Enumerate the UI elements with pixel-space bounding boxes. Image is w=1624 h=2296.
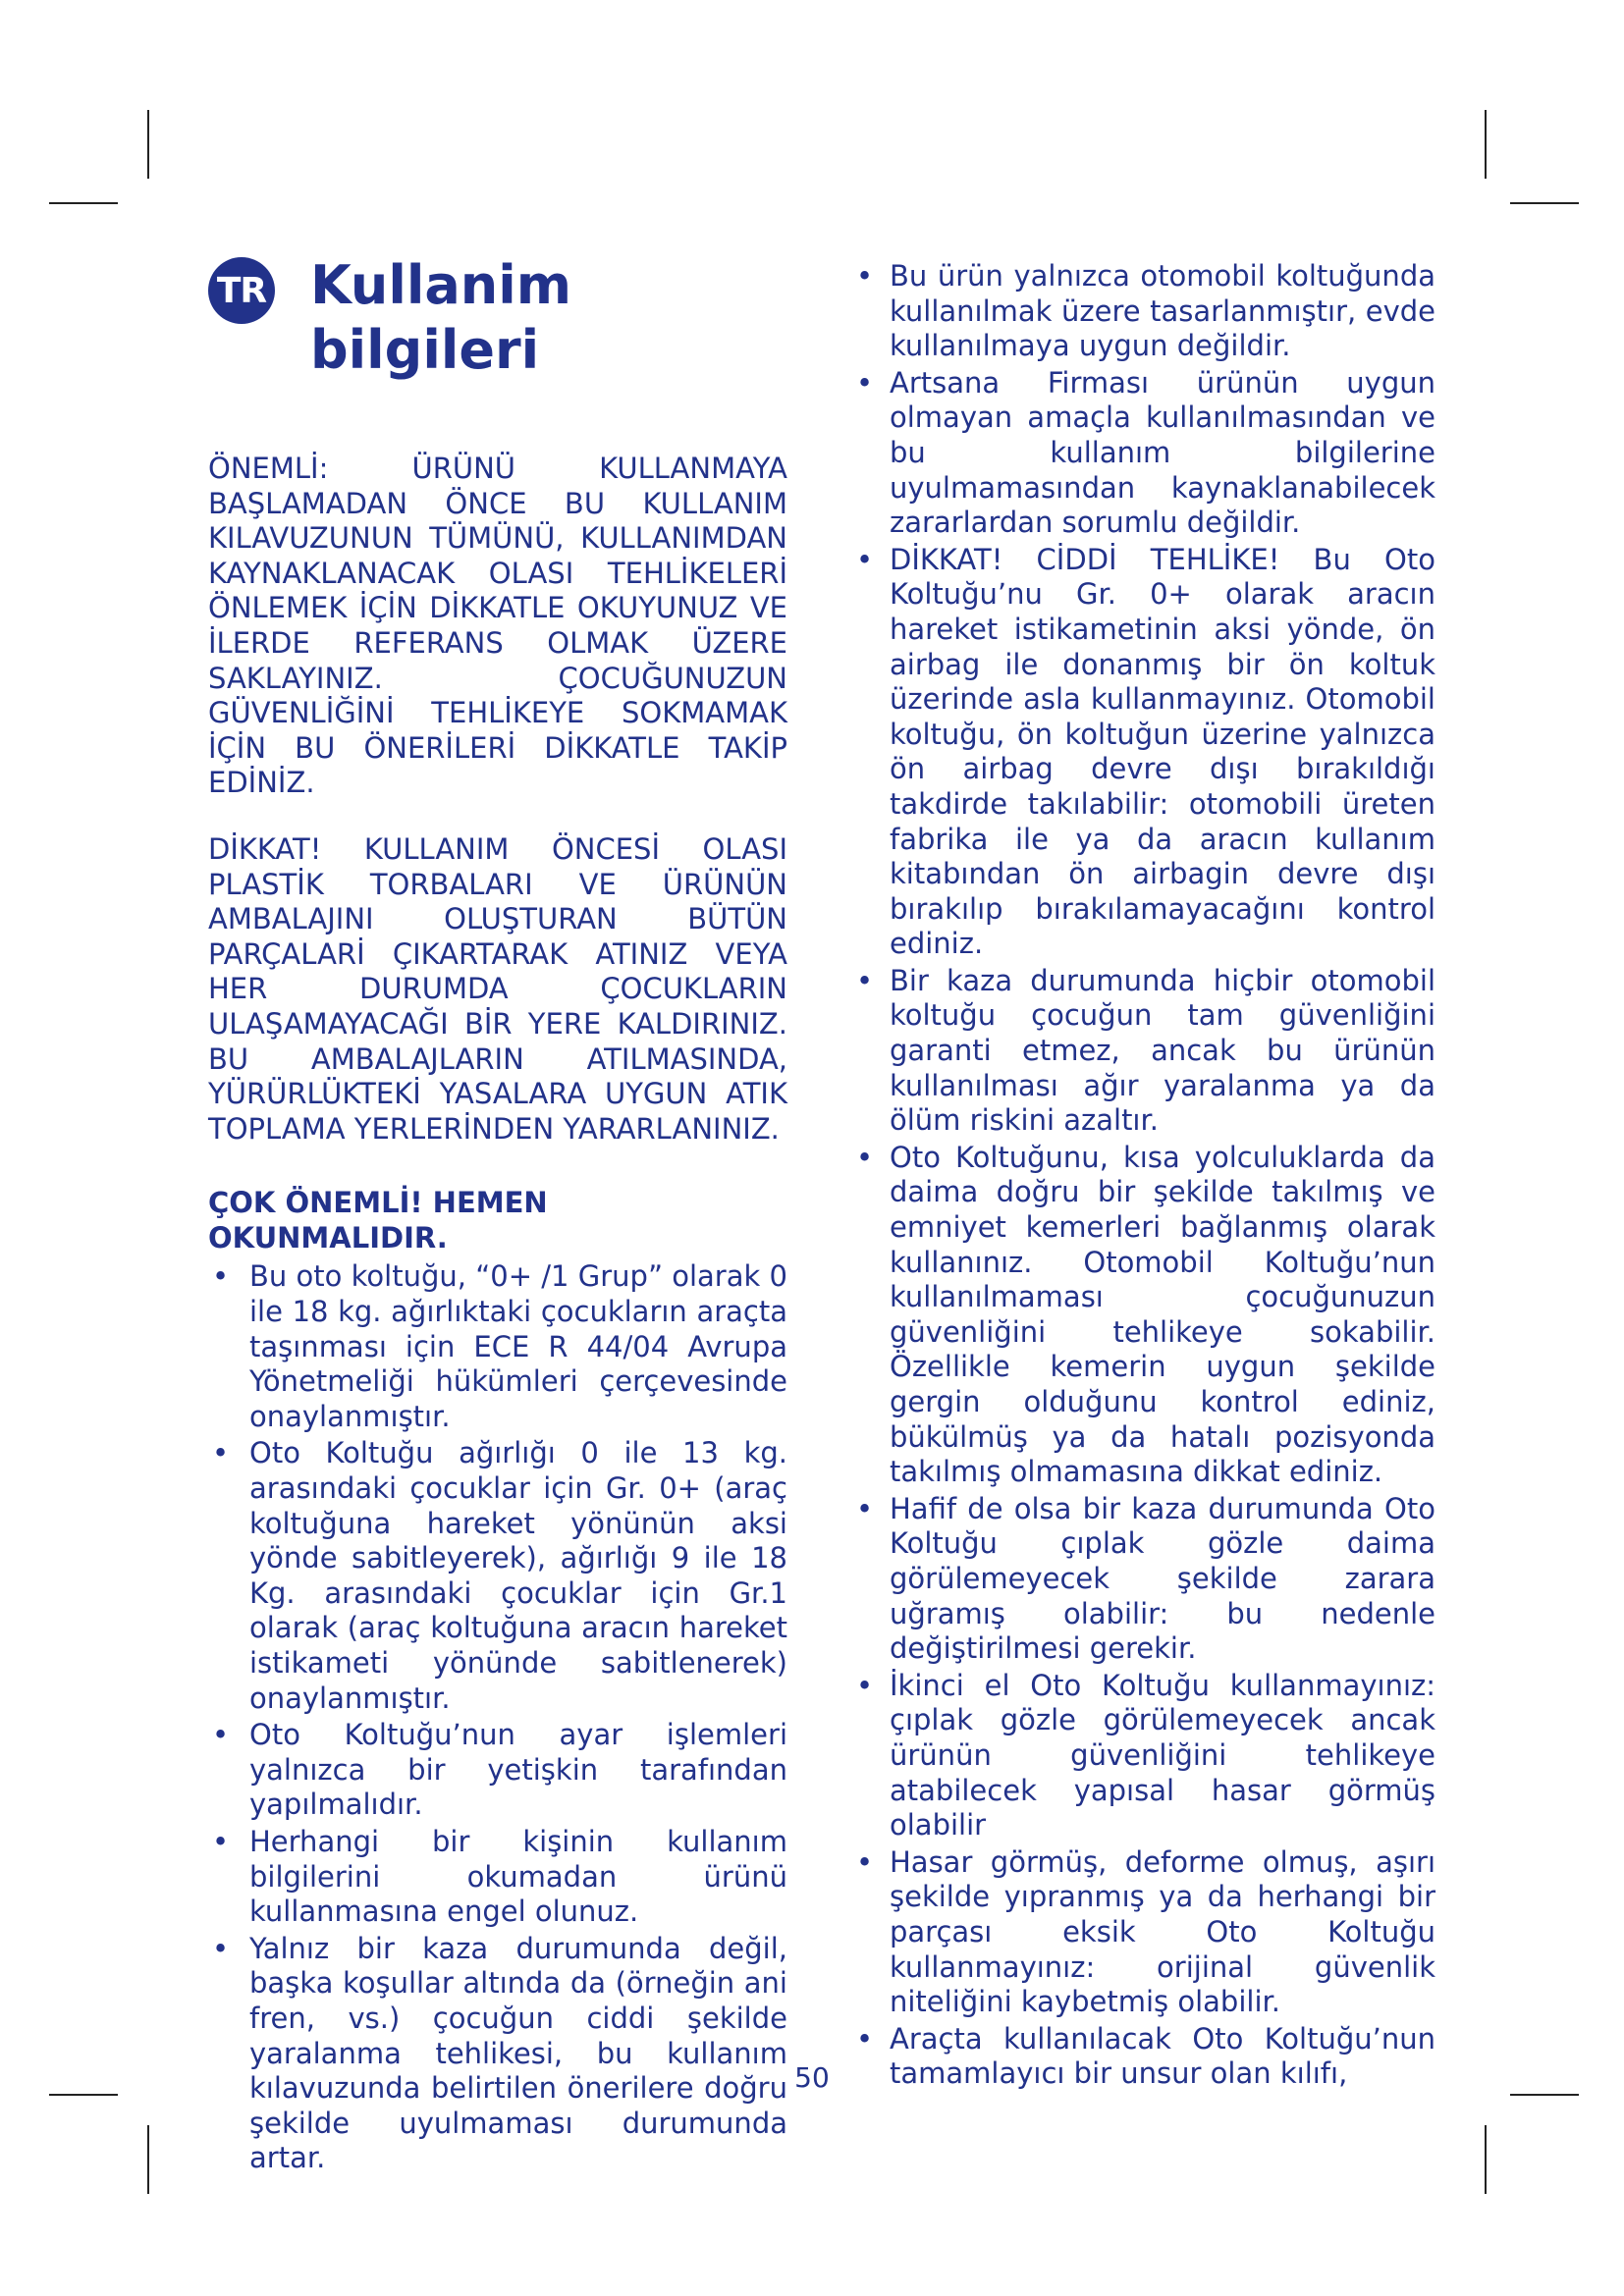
crop-mark (147, 2125, 149, 2194)
page-number: 50 (794, 2061, 830, 2094)
page-title-line: bilgileri (310, 319, 540, 381)
crop-mark (1485, 2125, 1487, 2194)
crop-mark (147, 110, 149, 179)
left-column (208, 452, 787, 2178)
right-list (846, 259, 1435, 2092)
list-item-text: Hafif de olsa bir kaza durumunda Oto Koltuğu çıplak gözle daima görülemeyecek şekilde zarara uğramış olabilir: bu nedenle değiştirilmesi gerekir. (890, 1491, 1435, 1666)
list-item (208, 1825, 787, 1930)
bullet-icon: • (856, 963, 874, 997)
list-item-text: Oto Koltuğu ağırlığı 0 ile 13 kg. arasındaki çocuklar için Gr. 0+ (araç koltuğuna hareket yönünün aksi yönde sabitleyerek), ağırlığı 9 ile 18 Kg. arasındaki çocuklar için Gr.1 olarak (araç koltuğuna aracın hareket istikameti yönünde sabitlenerek) onaylanmıştır. (249, 1436, 787, 1715)
list-item (208, 1259, 787, 1434)
list-item-text: Bir kaza durumunda hiçbir otomobil koltuğu çocuğun tam güvenliğini garanti etmez, ancak bu ürünün kullanılması ağır yaralanma ya da ölüm riskini azaltır. (890, 963, 1435, 1138)
bullet-icon: • (212, 1436, 230, 1470)
right-column (846, 259, 1435, 2094)
list-item (208, 1718, 787, 1823)
crop-mark (1485, 110, 1487, 179)
bullet-icon: • (856, 1491, 874, 1525)
list-item (846, 259, 1435, 364)
list-item (846, 1669, 1435, 1843)
bullet-icon: • (856, 365, 874, 400)
list-item (846, 964, 1435, 1139)
bullet-icon: • (856, 1668, 874, 1702)
bullet-icon: • (856, 1140, 874, 1174)
left-list (208, 1259, 787, 2175)
list-item-text: Oto Koltuğunu, kısa yolculuklarda da daima doğru bir şekilde takılmış ve emniyet kemerleri bağlanmış olarak kullanınız. Otomobil Koltuğu’nun kullanılmaması çocuğunuzun güvenliğini tehlikeye sokabilir. Özellikle kemerin uygun şekilde gergin olduğunu kontrol ediniz, bükülmüş ya da hatalı pozisyonda takılmış olmamasına dikkat ediniz. (890, 1140, 1435, 1489)
list-item (846, 543, 1435, 962)
list-item (846, 366, 1435, 541)
crop-mark (49, 202, 118, 204)
list-item-text: DİKKAT! CİDDİ TEHLİKE! Bu Oto Koltuğu’nu Gr. 0+ olarak aracın hareket istikametinin aksi yönde, ön airbag ile donanmış bir ön koltuk üzerinde asla kullanmayınız. Otomobil koltuğu, ön koltuğun üzerine yalnızca ön airbag devre dışı bırakıldığı takdirde takılabilir: otomobili üreten fabrika ile ya da aracın kullanım kitabından ön airbagin devre dışı bırakılıp bırakılamayacağını kontrol ediniz. (890, 542, 1435, 961)
list-item-text: Oto Koltuğu’nun ayar işlemleri yalnızca bir yetişkin tarafından yapılmalıdır. (249, 1718, 787, 1822)
bullet-icon: • (856, 542, 874, 576)
list-item-text: Araçta kullanılacak Oto Koltuğu’nun tamamlayıcı bir unsur olan kılıfı, (890, 2021, 1435, 2091)
page-title-line: Kullanim (310, 254, 572, 316)
bullet-icon: • (212, 1259, 230, 1294)
language-badge: TR (208, 257, 275, 324)
list-item (208, 1436, 787, 1716)
bullet-icon: • (212, 1718, 230, 1752)
crop-mark (1510, 2094, 1579, 2096)
section-heading: ÇOK ÖNEMLİ! HEMEN OKUNMALIDIR. (208, 1186, 548, 1255)
list-item (846, 1141, 1435, 1490)
bullet-icon: • (856, 1844, 874, 1879)
list-item-text: Bu ürün yalnızca otomobil koltuğunda kullanılmak üzere tasarlanmıştır, evde kullanılmaya uygun değildir. (890, 259, 1435, 363)
bullet-icon: • (212, 1931, 230, 1965)
crop-mark (49, 2094, 118, 2096)
list-item (846, 1492, 1435, 1667)
list-item-text: Herhangi bir kişinin kullanım bilgilerini okumadan ürünü kullanmasına engel olunuz. (249, 1824, 787, 1929)
bullet-icon: • (856, 2021, 874, 2056)
list-item-text: Hasar görmüş, deforme olmuş, aşırı şekilde yıpranmış ya da herhangi bir parçası eksik Oto Koltuğu kullanmayınız: orijinal güvenlik niteliğini kaybetmiş olabilir. (890, 1844, 1435, 2019)
important-notice: ÖNEMLİ: ÜRÜNÜ KULLANMAYA BAŞLAMADAN ÖNCE BU KULLANIM KILAVUZUNUN TÜMÜNÜ, KULLANIMDAN KAYNAKLANACAK OLASI TEHLİKELERİ ÖNLEMEK İÇİN DİKKATLE OKUYUNUZ VE İLERDE REFERANS OLMAK ÜZERE SAKLAYINIZ. ÇOCUĞUNUZUN GÜVENLİĞİNİ TEHLİKEYE SOKMAMAK İÇİN BU ÖNERİLERİ DİKKATLE TAKİP EDİNİZ. (208, 452, 787, 800)
bullet-icon: • (212, 1824, 230, 1858)
list-item-text: Artsana Firması ürünün uygun olmayan amaçla kullanılmasından ve bu kullanım bilgilerine uyulmamasından kaynaklanabilecek zararlardan sorumlu değildir. (890, 365, 1435, 540)
list-item-text: İkinci el Oto Koltuğu kullanmayınız: çıplak gözle görülemeyecek ancak ürünün güvenliğini tehlikeye atabilecek yapısal hasar görmüş olabilir (890, 1668, 1435, 1842)
list-item-text: Bu oto koltuğu, “0+ /1 Grup” olarak 0 ile 18 kg. ağırlıktaki çocukların araçta taşınması için ECE R 44/04 Avrupa Yönetmeliği hükümleri çerçevesinde onaylanmıştır. (249, 1259, 787, 1433)
bullet-icon: • (856, 259, 874, 293)
page-title (310, 253, 571, 383)
list-item-text: Yalnız bir kaza durumunda değil, başka koşullar altında da (örneğin ani fren, vs.) çocuğun ciddi şekilde yaralanma tehlikesi, bu kullanım kılavuzunda belirtilen önerilere doğru şekilde uyulmaması durumunda artar. (249, 1931, 787, 2175)
crop-mark (1510, 202, 1579, 204)
list-item (846, 1845, 1435, 2020)
warning-notice: DİKKAT! KULLANIM ÖNCESİ OLASI PLASTİK TORBALARI VE ÜRÜNÜN AMBALAJINI OLUŞTURAN BÜTÜN PARÇALARİ ÇIKARTARAK ATINIZ VEYA HER DURUMDA ÇOCUKLARIN ULAŞAMAYACAĞI BİR YERE KALDIRINIZ. BU AMBALAJLARIN ATILMASINDA, YÜRÜRLÜKTEKİ YASALARA UYGUN ATIK TOPLAMA YERLERİNDEN YARARLANINIZ. (208, 831, 787, 1146)
list-item (208, 1932, 787, 2176)
